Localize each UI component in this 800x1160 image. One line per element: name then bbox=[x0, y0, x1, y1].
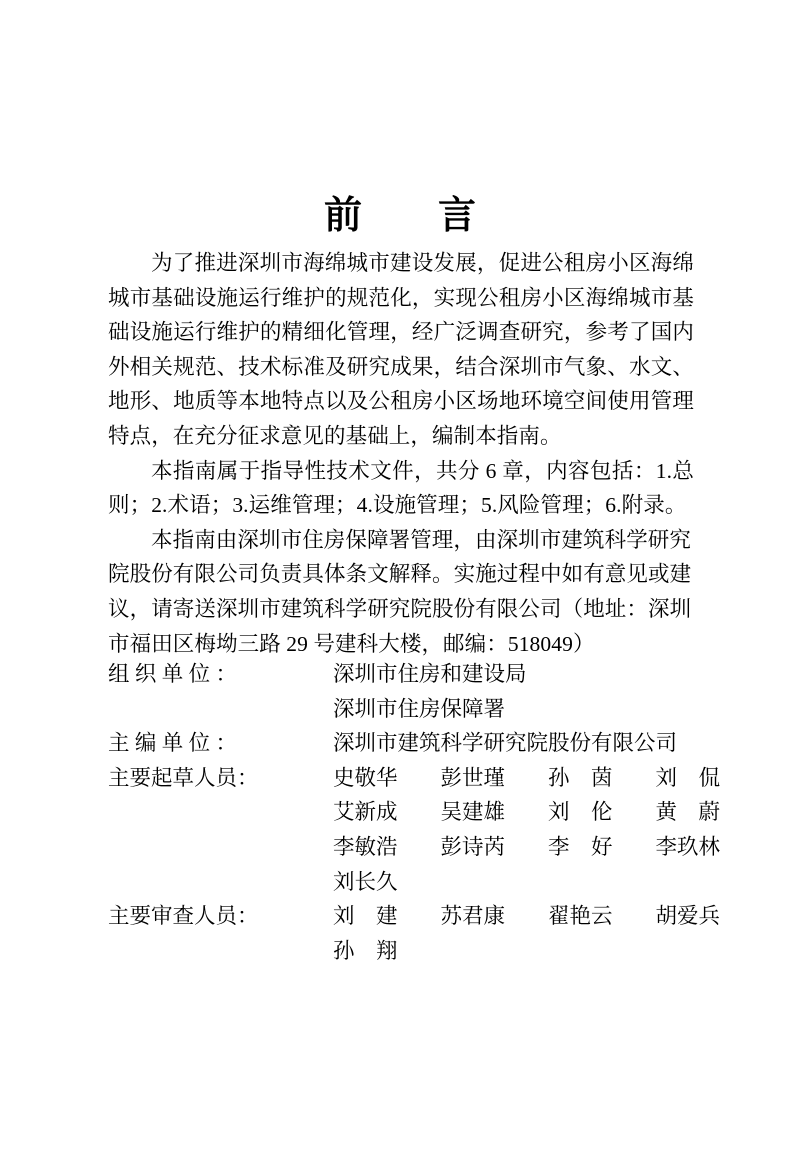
credit-value: 刘 建 苏君康 翟艳云 胡爱兵 bbox=[333, 904, 721, 929]
credit-value: 深圳市建筑科学研究院股份有限公司 bbox=[333, 731, 678, 756]
credit-label-main-drafters: 主要起草人员： bbox=[108, 765, 259, 790]
preface-body bbox=[108, 246, 694, 661]
credit-row-editing-unit bbox=[108, 726, 708, 761]
page-title: 前 言 bbox=[323, 195, 476, 238]
credit-value: 深圳市住房保障署 bbox=[333, 696, 506, 721]
credit-label-main-reviewers: 主要审查人员： bbox=[108, 904, 259, 929]
credit-values-main-drafters bbox=[333, 761, 720, 899]
credit-value: 李敏浩 彭诗芮 李 好 李玖林 bbox=[333, 834, 721, 859]
credit-row-main-drafters bbox=[108, 761, 721, 899]
credit-values-main-reviewers bbox=[333, 899, 720, 968]
credit-row-main-reviewers bbox=[108, 899, 721, 968]
credit-row-organizing-units bbox=[108, 657, 708, 726]
credit-value: 史敬华 彭世瑾 孙 茵 刘 侃 bbox=[333, 765, 721, 790]
credit-label-editing-unit: 主 编 单 位 ： bbox=[108, 731, 238, 756]
credit-values-editing-unit bbox=[333, 726, 708, 761]
credit-label-organizing-units: 组 织 单 位 ： bbox=[108, 662, 238, 686]
paragraph-purpose: 为了推进深圳市海绵城市建设发展，促进公租房小区海绵城市基础设施运行维护的规范化，实现公租房小区海绵城市基础设施运行维护的精细化管理，经广泛调查研究，参考了国内外相关规范、技术标准及研究成果，结合深圳市气象、水文、地形、地质等本地特点以及公租房小区场地环境空间使用管理特点，在充分征求意见的基础上，编制本指南。 bbox=[108, 251, 694, 448]
paragraph-administration: 本指南由深圳市住房保障署管理，由深圳市建筑科学研究院股份有限公司负责具体条文解释。实施过程中如有意见或建议，请寄送深圳市建筑科学研究院股份有限公司（地址：深圳市福田区梅坳三路 29 号建科大楼，邮编：518049） bbox=[108, 527, 692, 656]
credit-value: 艾新成 吴建雄 刘 伦 黄 蔚 bbox=[333, 800, 721, 825]
paragraph-structure: 本指南属于指导性技术文件，共分 6 章，内容包括：1.总则；2.术语；3.运维管理；4.设施管理；5.风险管理；6.附录。 bbox=[108, 458, 694, 518]
credits-table bbox=[108, 657, 721, 968]
credit-value: 孙 翔 bbox=[333, 938, 398, 963]
credit-values-organizing-units bbox=[333, 657, 708, 726]
credit-value: 刘长久 bbox=[333, 869, 398, 894]
credit-value: 深圳市住房和建设局 bbox=[333, 662, 527, 686]
